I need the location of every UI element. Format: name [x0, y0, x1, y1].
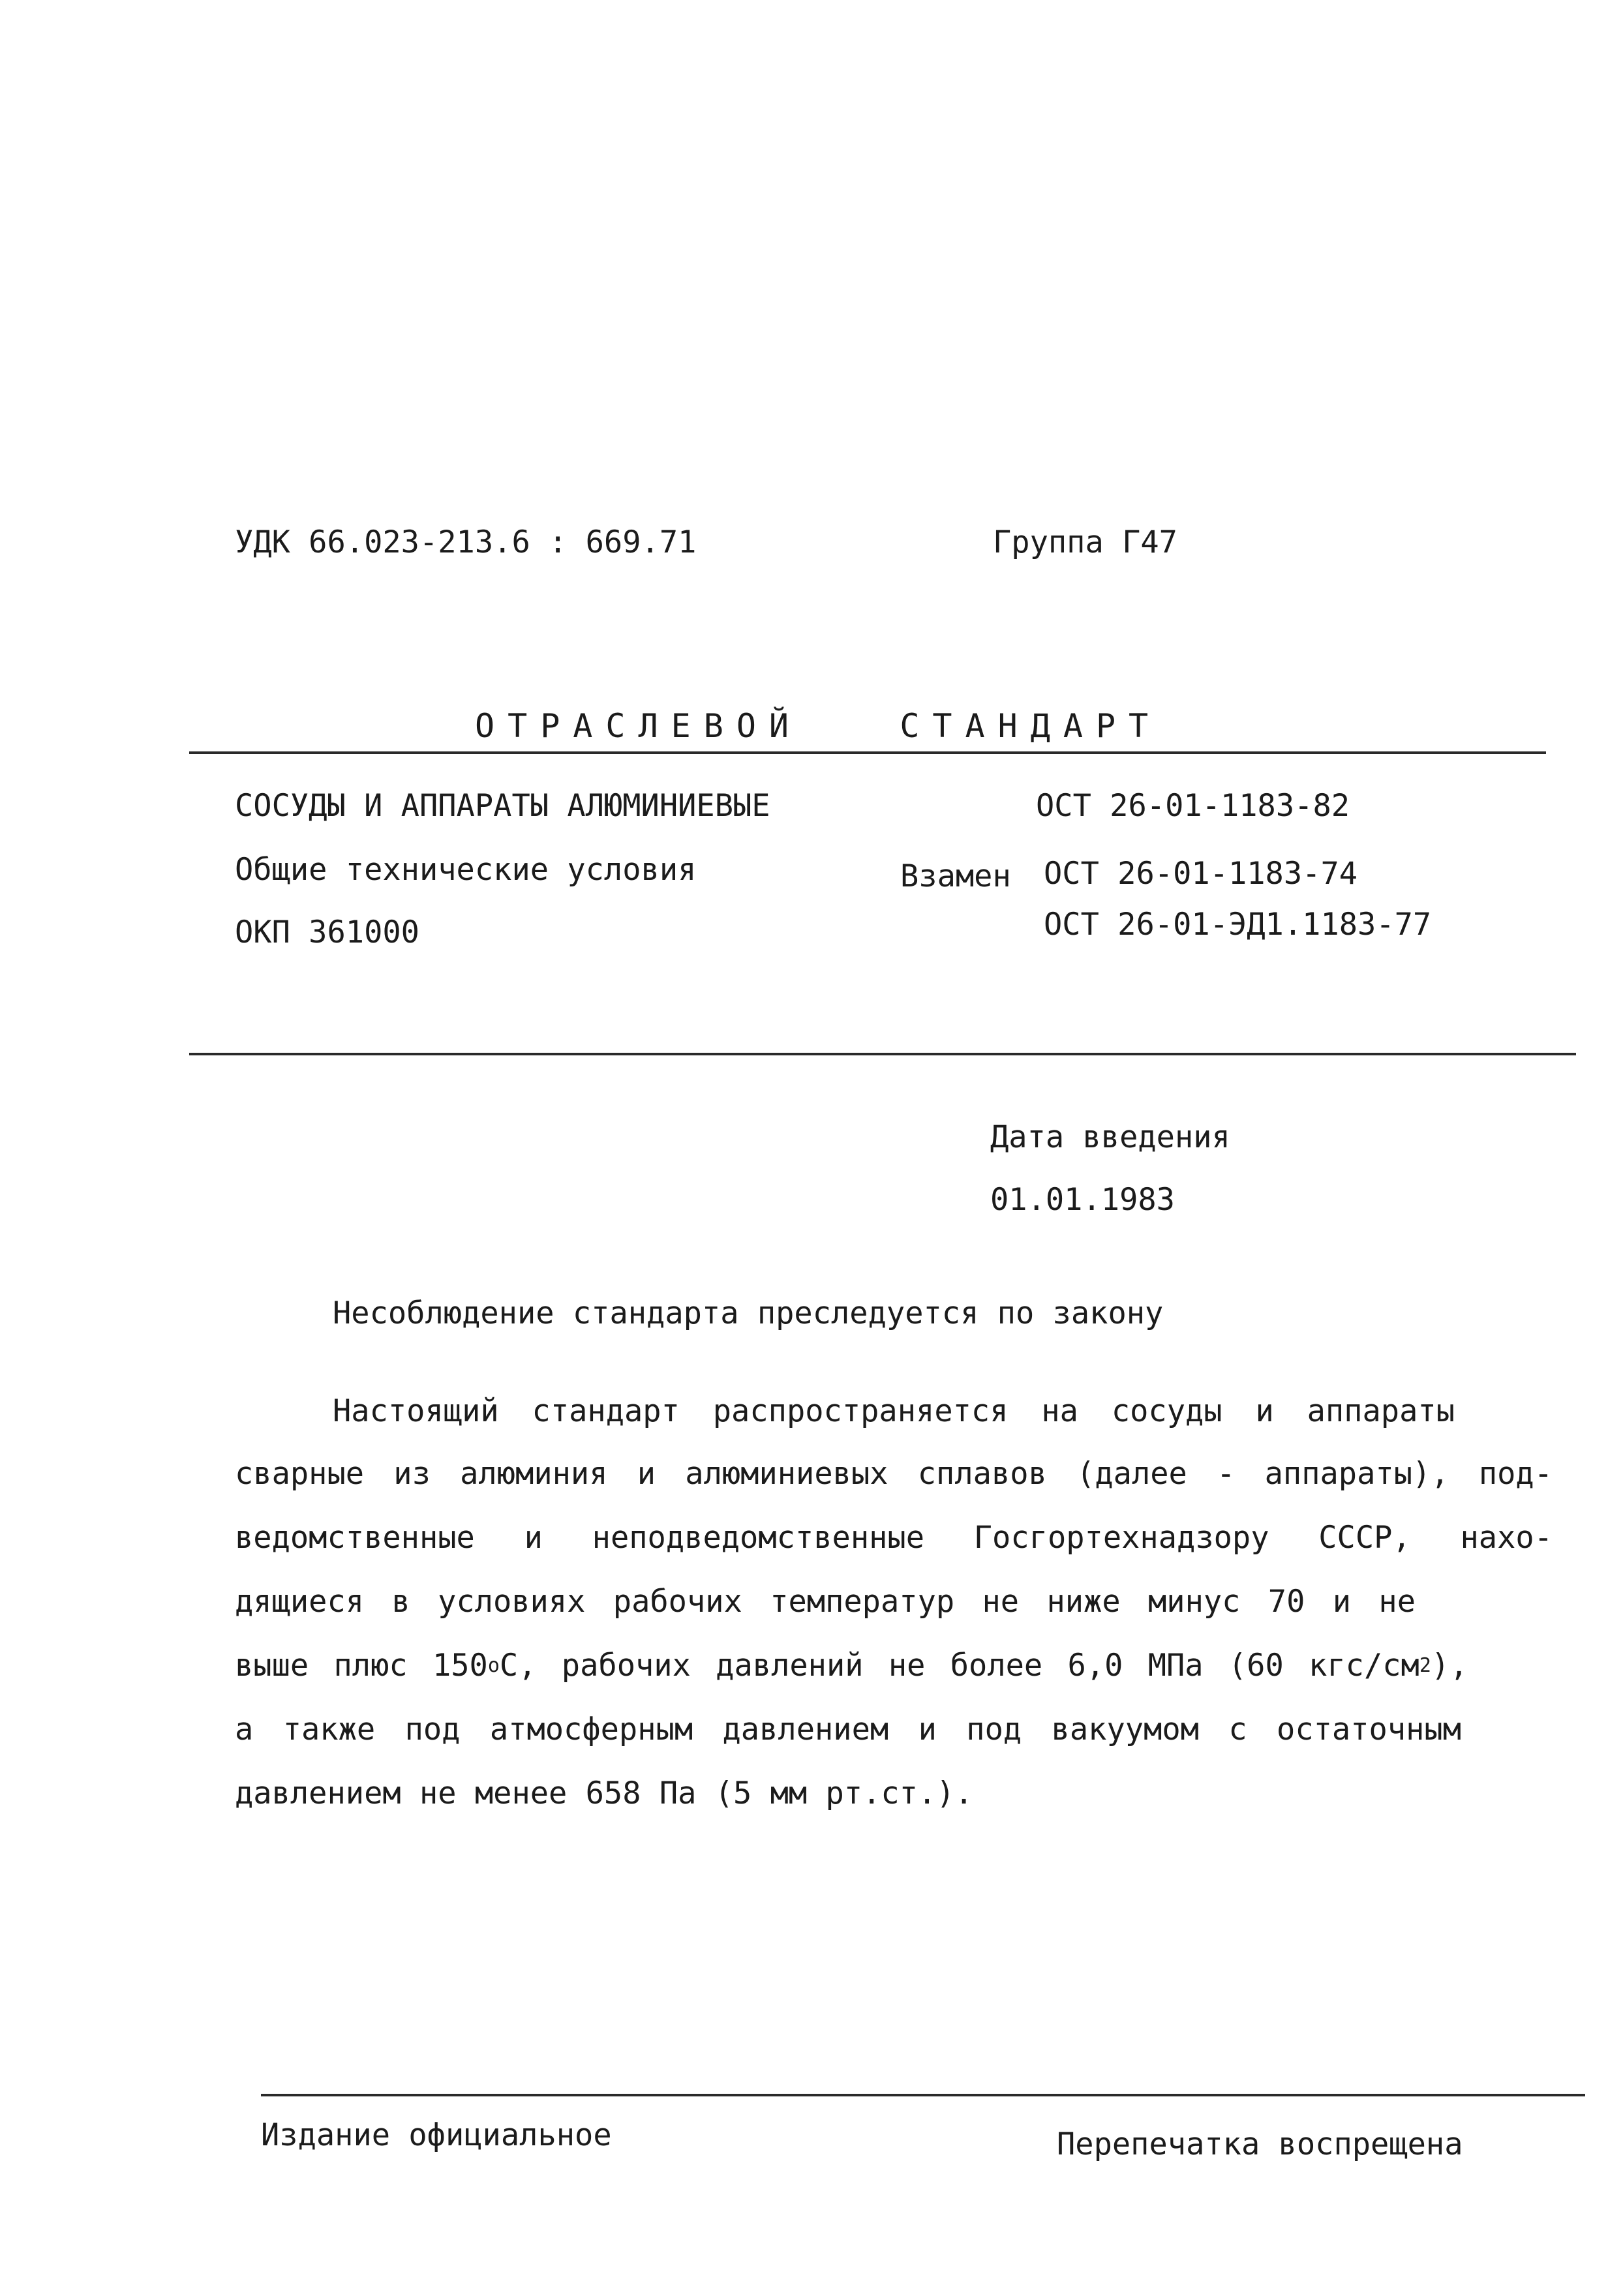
- standard-subtitle: Общие технические условия: [235, 852, 697, 888]
- degree-mark: о: [487, 1654, 500, 1677]
- intro-date-value: 01.01.1983: [990, 1182, 1175, 1218]
- body-line-5-part-b: С, рабочих давлений не более 6,0 МПа (60 кгс/см: [499, 1648, 1419, 1684]
- document-title: ОТРАСЛЕВОЙ СТАНДАРТ: [475, 707, 1162, 745]
- legal-notice: Несоблюдение стандарта преследуется по закону: [333, 1295, 1164, 1331]
- footer-rule: [261, 2094, 1585, 2096]
- body-line-6: а также под атмосферным давлением и под вакуумом с остаточным: [235, 1712, 1461, 1747]
- block-rule: [189, 1053, 1576, 1055]
- footer-reprint-notice: Перепечатка воспрещена: [1057, 2126, 1463, 2162]
- body-line-7: давлением не менее 658 Па (5 мм рт.ст.).: [235, 1775, 973, 1811]
- body-line-1: Настоящий стандарт распространяется на сосуды и аппараты: [333, 1393, 1455, 1429]
- replaces-standard-2: ОСТ 26-01-ЭД1.1183-77: [1044, 907, 1432, 943]
- okp-code: ОКП 361000: [235, 914, 419, 950]
- body-line-2: сварные из алюминия и алюминиевых сплавов (далее - аппараты), под-: [235, 1456, 1553, 1492]
- body-line-5: [235, 1648, 1553, 1684]
- replaces-standard-1: ОСТ 26-01-1183-74: [1044, 856, 1358, 892]
- title-rule: [189, 751, 1546, 754]
- superscript-2: 2: [1419, 1654, 1431, 1677]
- udk-code: УДК 66.023-213.6 : 669.71: [235, 524, 697, 560]
- intro-date-label: Дата введения: [990, 1119, 1230, 1155]
- standard-code: ОСТ 26-01-1183-82: [1036, 788, 1350, 824]
- body-line-5-part-a: выше плюс 150: [235, 1648, 488, 1684]
- standard-name: СОСУДЫ И АППАРАТЫ АЛЮМИНИЕВЫЕ: [235, 788, 770, 824]
- body-line-3: ведомственные и неподведомственные Госгортехнадзору СССР, нахо-: [235, 1520, 1553, 1556]
- replaces-label: Взамен: [900, 858, 1011, 894]
- group-code: Группа Г47: [993, 524, 1177, 560]
- body-line-4: дящиеся в условиях рабочих температур не ниже минус 70 и не: [235, 1584, 1416, 1620]
- body-line-5-part-c: ),: [1431, 1648, 1468, 1684]
- footer-edition: Издание официальное: [261, 2117, 612, 2153]
